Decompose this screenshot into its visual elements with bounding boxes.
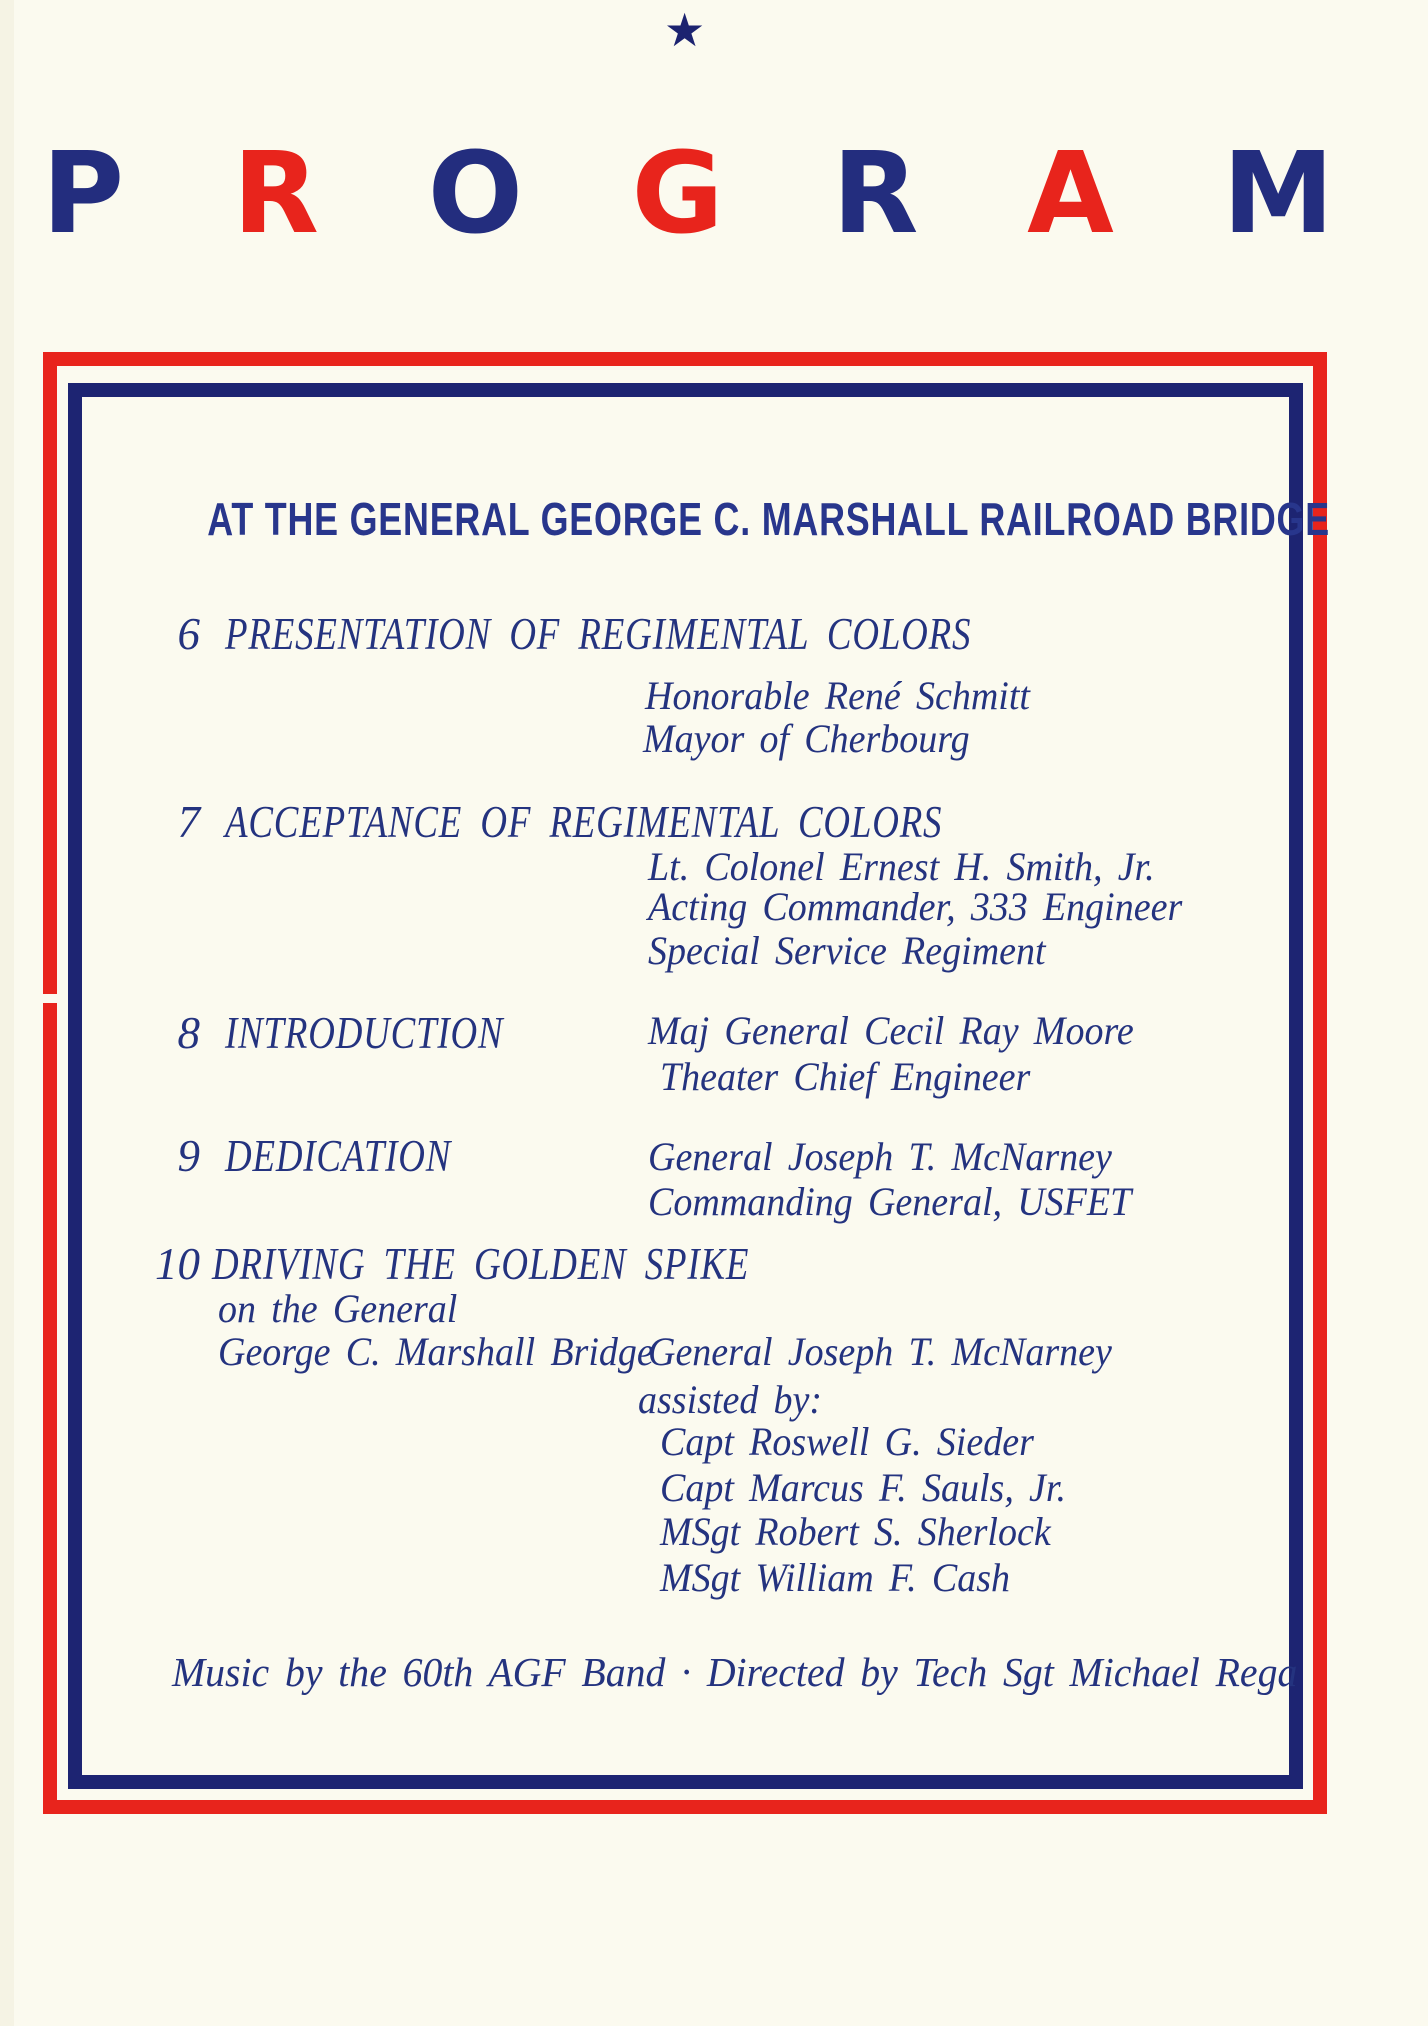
item-10-credit-5: MSgt Robert S. Sherlock [660, 1509, 1051, 1554]
item-9-credit-1: General Joseph T. McNarney [648, 1134, 1112, 1179]
item-7-title: ACCEPTANCE OF REGIMENTAL COLORS [225, 797, 943, 847]
item-10-credit-6: MSgt William F. Cash [660, 1555, 1011, 1600]
star-icon: ★ [664, 5, 706, 56]
title-letter-g: G [631, 129, 724, 259]
item-10-title: DRIVING THE GOLDEN SPIKE [212, 1239, 750, 1289]
item-9-credit-2: Commanding General, USFET [648, 1179, 1132, 1224]
music-credit-line: Music by the 60th AGF Band · Directed by Tech Sgt Michael Rega [172, 1649, 1298, 1695]
title-letter-p: P [42, 129, 125, 259]
title-letter-o: O [427, 129, 523, 259]
item-8-credit-2: Theater Chief Engineer [660, 1054, 1031, 1099]
item-8-title: INTRODUCTION [225, 1008, 504, 1058]
scan-edge-strip [0, 0, 14, 2026]
border-break-artifact [41, 994, 60, 1003]
item-6-number: 6 [177, 609, 200, 659]
item-6-title: PRESENTATION OF REGIMENTAL COLORS [225, 609, 972, 659]
item-10-number: 10 [155, 1239, 200, 1289]
title-letter-r1: R [232, 129, 320, 259]
item-10-credit-3: Capt Roswell G. Sieder [660, 1419, 1034, 1464]
item-6-credit-2: Mayor of Cherbourg [643, 716, 970, 761]
title-letter-r2: R [832, 129, 919, 259]
title-letter-m: M [1222, 129, 1334, 259]
item-10-subtitle-1: on the General [218, 1286, 458, 1331]
item-9-number: 9 [177, 1131, 200, 1181]
item-9-title: DEDICATION [225, 1131, 452, 1181]
location-heading: AT THE GENERAL GEORGE C. MARSHALL RAILROAD BRIDGE [207, 493, 1330, 545]
item-8-credit-1: Maj General Cecil Ray Moore [648, 1008, 1134, 1053]
program-title [42, 129, 1334, 259]
item-7-credit-1: Lt. Colonel Ernest H. Smith, Jr. [648, 844, 1155, 889]
item-10-credit-1: General Joseph T. McNarney [648, 1329, 1112, 1374]
item-10-credit-2: assisted by: [638, 1377, 823, 1422]
item-7-credit-3: Special Service Regiment [648, 928, 1046, 973]
item-7-number: 7 [177, 797, 200, 847]
item-8-number: 8 [177, 1008, 200, 1058]
item-7-credit-2: Acting Commander, 333 Engineer [648, 884, 1183, 929]
item-6-credit-1: Honorable René Schmitt [645, 673, 1030, 718]
item-10-subtitle-2: George C. Marshall Bridge [218, 1329, 654, 1374]
title-letter-a: A [1027, 129, 1114, 259]
item-10-credit-4: Capt Marcus F. Sauls, Jr. [660, 1465, 1066, 1510]
